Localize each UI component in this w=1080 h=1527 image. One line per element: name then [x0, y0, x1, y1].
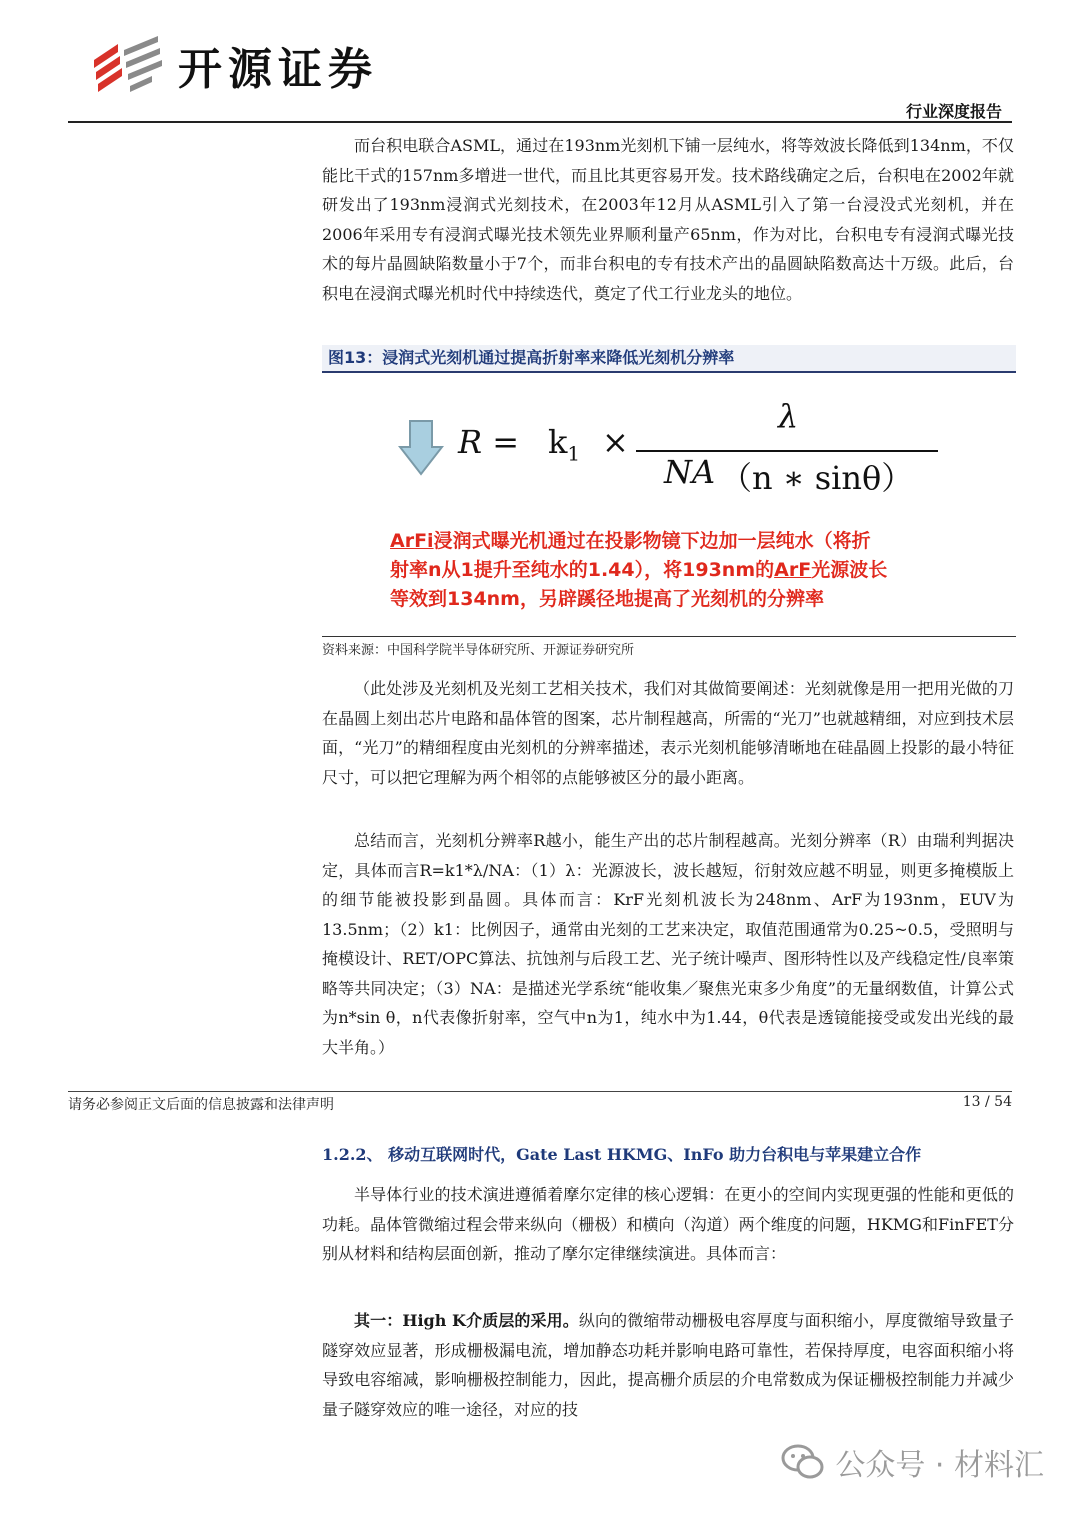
paragraph-3-wrap [322, 826, 1014, 1062]
figure-source-text: 资料来源：中国科学院半导体研究所、开源证券研究所 [322, 643, 635, 658]
annotation-line-2 [390, 556, 990, 585]
header-divider [68, 121, 1012, 123]
paragraph-1: 而台积电联合ASML，通过在193nm光刻机下铺一层纯水，将等效波长降低到134nm，不仅能比干式的157nm多增进一世代，而且比其更容易开发。技术路线确定之后，台积电在2002年就研发出了193nm浸润式光刻技术，在2003年12月从ASML引入了第一台浸没式光刻机，并在2006年采用专有浸润式曝光技术领先业界顺利量产65nm，作为对比，台积电专有浸润式曝光技术的每片晶圆缺陷数量小于7个，而非台积电的专有技术产出的晶圆缺陷数高达十万级。此后，台积电在浸润式曝光机时代中持续迭代，奠定了代工行业龙头的地位。 [322, 136, 1014, 303]
formula-denominator-na: NA [664, 453, 716, 491]
footer-divider [68, 1091, 1012, 1092]
paragraph-3: 总结而言，光刻机分辨率R越小，能生产出的芯片制程越高。光刻分辨率（R）由瑞利判据决定，具体而言R=k1*λ/NA：（1）λ：光源波长，波长越短，衍射效应越不明显，则更多掩模版上的细节能被投影到晶圆。具体而言：KrF光刻机波长为248nm、ArF为193nm，EUV为13.5nm；（2）k1：比例因子，通常由光刻的工艺来决定，取值范围通常为0.25~0.5，受照明与掩模设计、RET/OPC算法、抗蚀剂与后段工艺、光子统计噪声、图形特性以及产线稳定性/良率策略等共同决定；（3）NA：是描述光学系统“能收集／聚焦光束多少角度”的无量纲数值，计算公式为n*sin θ，n代表像折射率，空气中n为1，纯水中为1.44，θ代表是透镜能接受或发出光线的最大半角。） [322, 831, 1014, 1057]
down-arrow-icon [398, 419, 444, 477]
annotation-line-1-text: 浸润式曝光机通过在投影物镜下边加一层纯水（将折 [433, 530, 871, 552]
fraction-bar [636, 450, 938, 452]
formula-k-letter: k [548, 423, 568, 461]
paragraph-5-text: 纵向的微缩带动栅极电容厚度与面积缩小，厚度微缩导致量子隧穿效应显著，形成栅极漏电流，增加静态功耗并影响电路可靠性，若保持厚度，电容面积缩小将导致电容缩减，影响栅极控制能力，因此，提高栅介质层的介电常数成为保证栅极控制能力并减少量子隧穿效应的唯一途径，对应的技 [322, 1311, 1014, 1419]
section-heading: 1.2.2、 移动互联网时代，Gate Last HKMG、InFo 助力台积电与苹果建立合作 [322, 1145, 922, 1164]
paragraph-1-wrap [322, 131, 1014, 308]
annotation-arfi: ArFi [390, 530, 434, 552]
paragraph-5 [322, 1306, 1014, 1424]
watermark-text: 公众号 · 材料汇 [835, 1448, 1044, 1483]
annotation-line-2-a: 射率n从1提升至纯水的1.44），将193nm的 [390, 559, 775, 581]
formula-times: × [602, 423, 629, 461]
paragraph-4-wrap [322, 1180, 1014, 1269]
formula-k [548, 423, 580, 465]
paragraph-5-lead: 其一：High K介质层的采用。 [354, 1311, 579, 1330]
annotation-line-3: 等效到134nm，另辟蹊径地提高了光刻机的分辨率 [390, 588, 824, 610]
page-number: 13 / 54 [962, 1094, 1012, 1110]
figure-annotation [390, 527, 990, 614]
paragraph-5-wrap [322, 1306, 1014, 1424]
brand-name: 开源证券 [178, 44, 378, 95]
annotation-arf: ArF [774, 559, 812, 581]
wechat-icon [781, 1443, 825, 1481]
annotation-line-2-c: 光源波长 [811, 559, 888, 581]
figure-title: 图13：浸润式光刻机通过提高折射率来降低光刻机分辨率 [328, 348, 735, 367]
annotation-line-1 [390, 527, 990, 556]
paragraph-4: 半导体行业的技术演进遵循着摩尔定律的核心逻辑：在更小的空间内实现更强的性能和更低的功耗。晶体管微缩过程会带来纵向（栅极）和横向（沟道）两个维度的问题，HKMG和FinFET分别从材料和结构层面创新，推动了摩尔定律继续演进。具体而言： [322, 1185, 1014, 1263]
resolution-formula [398, 395, 958, 505]
footer-disclaimer: 请务必参阅正文后面的信息披露和法律声明 [68, 1097, 334, 1113]
report-type: 行业深度报告 [905, 102, 1002, 121]
brand-logo [88, 30, 378, 100]
wechat-watermark [781, 1440, 1044, 1484]
paragraph-2-wrap [322, 674, 1014, 792]
figure-title-bar [322, 345, 1016, 373]
formula-denominator-rest: （n ∗ sinθ） [720, 459, 914, 497]
figure-source [322, 636, 1016, 658]
paragraph-2: （此处涉及光刻机及光刻工艺相关技术，我们对其做简要阐述：光刻就像是用一把用光做的刀在晶圆上刻出芯片电路和晶体管的图案，芯片制程越高，所需的“光刀”也就越精细，对应到技术层面，“光刀”的精细程度由光刻机的分辨率描述，表示光刻机能够清晰地在硅晶圆上投影的最小特征尺寸，可以把它理解为两个相邻的点能够被区分的最小距离。 [322, 679, 1014, 787]
formula-lhs: R = [458, 423, 520, 461]
formula-k-sub: 1 [567, 441, 581, 466]
brand-mark-icon [88, 32, 164, 98]
formula-numerator: λ [778, 397, 799, 435]
